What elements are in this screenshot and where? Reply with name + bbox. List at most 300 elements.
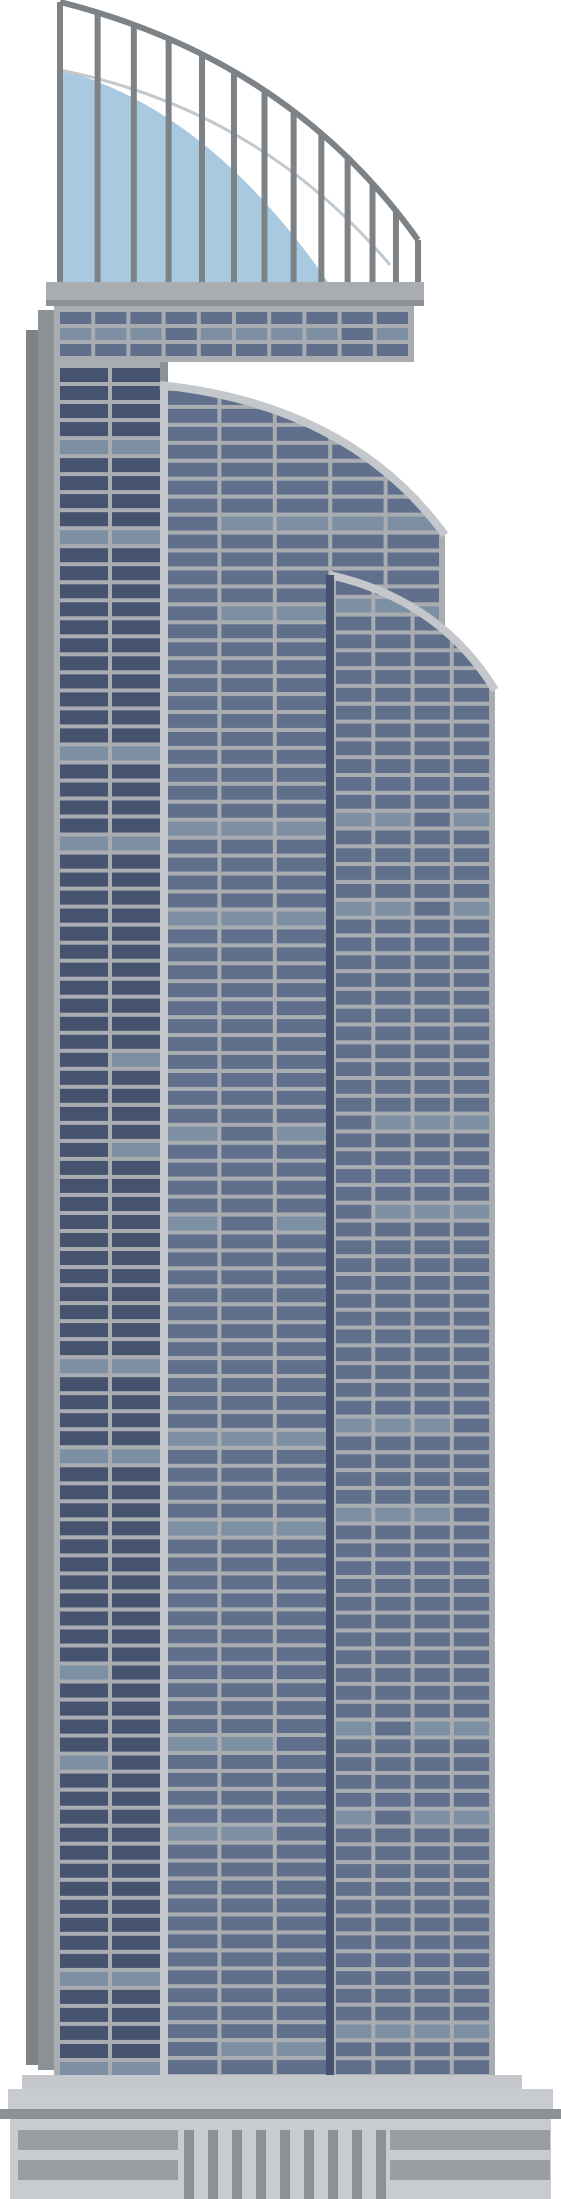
window	[454, 1080, 489, 1094]
window	[454, 1151, 489, 1165]
window	[166, 858, 217, 872]
window	[166, 1414, 217, 1428]
window	[336, 1597, 371, 1611]
window	[277, 1019, 328, 1033]
window	[112, 1756, 160, 1770]
window	[112, 1143, 160, 1157]
window	[277, 965, 328, 979]
window	[336, 1846, 371, 1860]
window	[336, 759, 371, 773]
window	[112, 602, 160, 616]
window	[375, 1294, 410, 1308]
window	[375, 955, 410, 969]
window	[375, 1686, 410, 1700]
window	[221, 1396, 272, 1410]
window	[277, 1737, 328, 1751]
window	[336, 1775, 371, 1789]
window	[375, 688, 410, 702]
window	[375, 1864, 410, 1878]
window	[112, 1125, 160, 1139]
window	[375, 1668, 410, 1682]
window	[166, 2042, 217, 2056]
window	[332, 553, 383, 567]
window	[388, 553, 439, 567]
window	[271, 312, 302, 324]
window	[415, 1739, 450, 1753]
window	[336, 1062, 371, 1076]
window	[375, 920, 410, 934]
window	[415, 1793, 450, 1807]
window	[112, 386, 160, 400]
window	[336, 1793, 371, 1807]
window	[221, 1863, 272, 1877]
window	[112, 440, 160, 454]
window	[454, 599, 489, 613]
window	[166, 1934, 217, 1948]
window	[60, 1359, 108, 1373]
window	[221, 1647, 272, 1661]
window	[375, 777, 410, 791]
window	[336, 1882, 371, 1896]
window	[415, 1704, 450, 1718]
window	[112, 674, 160, 688]
window	[375, 884, 410, 898]
window	[60, 692, 108, 706]
window	[112, 1179, 160, 1193]
window	[112, 1395, 160, 1409]
window	[221, 912, 272, 926]
window	[415, 1240, 450, 1254]
window	[388, 427, 439, 441]
base-stripe-panel	[390, 2160, 550, 2180]
window	[332, 409, 383, 423]
window	[166, 1270, 217, 1284]
window	[221, 1486, 272, 1500]
window	[375, 1508, 410, 1522]
window	[112, 638, 160, 652]
base-stripe-panel	[18, 2160, 178, 2180]
window	[60, 638, 108, 652]
window	[112, 1864, 160, 1878]
window	[375, 617, 410, 631]
window	[375, 1312, 410, 1326]
window	[375, 1472, 410, 1486]
window	[375, 1401, 410, 1415]
window	[221, 571, 272, 585]
window	[375, 1918, 410, 1932]
window	[277, 1217, 328, 1231]
window	[166, 1845, 217, 1859]
window	[112, 1071, 160, 1085]
window	[277, 1719, 328, 1733]
window	[277, 463, 328, 477]
window	[166, 312, 197, 324]
window	[375, 759, 410, 773]
window	[221, 1576, 272, 1590]
window	[277, 481, 328, 495]
window	[375, 2007, 410, 2021]
window	[375, 1116, 410, 1130]
window	[454, 1454, 489, 1468]
window	[277, 912, 328, 926]
window	[375, 1151, 410, 1165]
crown-glass	[62, 70, 330, 285]
window	[60, 1161, 108, 1175]
window	[454, 1597, 489, 1611]
window	[60, 1413, 108, 1427]
window	[166, 1217, 217, 1231]
window	[277, 786, 328, 800]
window	[454, 1686, 489, 1700]
window	[60, 1720, 108, 1734]
window	[166, 1145, 217, 1159]
window	[221, 606, 272, 620]
window	[375, 670, 410, 684]
window	[112, 1792, 160, 1806]
window	[277, 876, 328, 890]
window	[112, 1936, 160, 1950]
window	[60, 1395, 108, 1409]
window	[415, 1543, 450, 1557]
window	[271, 344, 302, 356]
window	[375, 848, 410, 862]
window	[60, 783, 108, 797]
window	[60, 1846, 108, 1860]
window	[166, 929, 217, 943]
window	[112, 1413, 160, 1427]
window	[112, 530, 160, 544]
window	[60, 440, 108, 454]
window	[375, 1330, 410, 1344]
base-pillar	[376, 2130, 386, 2199]
window	[375, 795, 410, 809]
window	[221, 1235, 272, 1249]
window	[166, 1755, 217, 1769]
window	[336, 1722, 371, 1736]
tower-crown	[46, 2, 424, 306]
window	[375, 1454, 410, 1468]
window	[375, 831, 410, 845]
window	[277, 1270, 328, 1284]
window	[336, 1615, 371, 1629]
window	[277, 714, 328, 728]
window	[415, 831, 450, 845]
window	[277, 1863, 328, 1877]
window	[336, 777, 371, 791]
window	[221, 1773, 272, 1787]
base-pillar	[232, 2130, 242, 2199]
window	[277, 1611, 328, 1625]
window	[277, 983, 328, 997]
window	[221, 2024, 272, 2038]
window	[95, 344, 126, 356]
window	[336, 1935, 371, 1949]
east-edge-shadow	[326, 575, 334, 2080]
window	[60, 1521, 108, 1535]
window	[60, 819, 108, 833]
window	[112, 783, 160, 797]
window	[166, 947, 217, 961]
window	[166, 1611, 217, 1625]
window	[375, 1722, 410, 1736]
window	[388, 463, 439, 477]
window	[277, 1791, 328, 1805]
window	[336, 973, 371, 987]
window	[60, 945, 108, 959]
window	[454, 2025, 489, 2039]
window	[277, 660, 328, 674]
window	[277, 1665, 328, 1679]
window	[375, 1134, 410, 1148]
window	[166, 2060, 217, 2074]
window	[277, 445, 328, 459]
window	[454, 1419, 489, 1433]
window	[166, 1988, 217, 2002]
window	[60, 1467, 108, 1481]
window	[277, 1450, 328, 1464]
window	[336, 1347, 371, 1361]
window	[277, 2060, 328, 2074]
base-pillar	[208, 2130, 218, 2199]
window	[112, 873, 160, 887]
window	[60, 1792, 108, 1806]
window	[336, 1989, 371, 2003]
window	[375, 1044, 410, 1058]
window	[415, 1561, 450, 1575]
window	[415, 1330, 450, 1344]
window	[342, 328, 373, 340]
window	[375, 866, 410, 880]
crown-fin	[318, 134, 324, 296]
window	[112, 1269, 160, 1283]
window	[112, 1612, 160, 1626]
window	[112, 2062, 160, 2076]
window	[221, 1450, 272, 1464]
window	[166, 1396, 217, 1410]
window	[336, 670, 371, 684]
window	[454, 1508, 489, 1522]
window	[112, 1233, 160, 1247]
window	[415, 1383, 450, 1397]
window	[112, 1630, 160, 1644]
window	[454, 1312, 489, 1326]
window	[336, 1240, 371, 1254]
window	[112, 891, 160, 905]
window	[277, 1593, 328, 1607]
window	[277, 840, 328, 854]
window	[415, 652, 450, 666]
window	[166, 983, 217, 997]
window	[415, 991, 450, 1005]
window	[454, 1330, 489, 1344]
window	[336, 1419, 371, 1433]
window	[415, 635, 450, 649]
window	[277, 1952, 328, 1966]
window	[336, 1436, 371, 1450]
window	[277, 1899, 328, 1913]
window	[454, 1757, 489, 1771]
window	[454, 1062, 489, 1076]
window	[112, 1810, 160, 1824]
window	[60, 1503, 108, 1517]
window	[415, 1098, 450, 1112]
window	[112, 1161, 160, 1175]
window	[336, 1044, 371, 1058]
window	[415, 1579, 450, 1593]
window	[166, 1468, 217, 1482]
window	[375, 1187, 410, 1201]
window	[415, 884, 450, 898]
base-pillar	[304, 2130, 314, 2199]
window	[415, 1080, 450, 1094]
window	[112, 1305, 160, 1319]
window	[221, 1324, 272, 1338]
window	[415, 1454, 450, 1468]
window	[221, 481, 272, 495]
window	[221, 1414, 272, 1428]
window	[336, 1633, 371, 1647]
window	[221, 876, 272, 890]
window	[415, 1811, 450, 1825]
window	[60, 801, 108, 815]
window	[415, 688, 450, 702]
window	[454, 688, 489, 702]
window	[112, 1215, 160, 1229]
window	[277, 1181, 328, 1195]
window	[60, 2062, 108, 2076]
window	[221, 1611, 272, 1625]
window	[166, 768, 217, 782]
window	[221, 714, 272, 728]
window	[166, 1737, 217, 1751]
window	[375, 937, 410, 951]
window	[112, 494, 160, 508]
window	[221, 1217, 272, 1231]
window	[375, 1989, 410, 2003]
window	[166, 1001, 217, 1015]
window	[415, 2007, 450, 2021]
window	[112, 746, 160, 760]
window	[454, 1258, 489, 1272]
window	[112, 1846, 160, 1860]
window	[277, 1055, 328, 1069]
window	[336, 635, 371, 649]
window	[454, 1223, 489, 1237]
window	[166, 571, 217, 585]
window	[112, 2044, 160, 2058]
window	[166, 822, 217, 836]
window	[377, 344, 408, 356]
window	[375, 1098, 410, 1112]
window	[60, 476, 108, 490]
crown-fin	[199, 54, 205, 296]
window	[454, 1044, 489, 1058]
window	[375, 1775, 410, 1789]
window	[60, 512, 108, 526]
window	[166, 1306, 217, 1320]
window	[375, 1704, 410, 1718]
window	[60, 1882, 108, 1896]
window	[221, 1432, 272, 1446]
window	[375, 1543, 410, 1557]
window	[415, 1365, 450, 1379]
window	[221, 804, 272, 818]
window	[336, 1953, 371, 1967]
window	[221, 1378, 272, 1392]
window	[454, 1953, 489, 1967]
window	[112, 728, 160, 742]
window	[336, 1472, 371, 1486]
window	[336, 741, 371, 755]
window	[336, 1900, 371, 1914]
window	[375, 741, 410, 755]
window	[60, 1251, 108, 1265]
window	[375, 1009, 410, 1023]
window	[236, 344, 267, 356]
window	[221, 1683, 272, 1697]
window	[221, 1917, 272, 1931]
window	[454, 1365, 489, 1379]
window	[112, 819, 160, 833]
window	[277, 1468, 328, 1482]
window	[454, 1633, 489, 1647]
crown-fin	[262, 91, 268, 297]
window	[60, 656, 108, 670]
tower-base	[0, 2075, 561, 2199]
window	[454, 724, 489, 738]
window	[112, 1774, 160, 1788]
window	[454, 2007, 489, 2021]
window	[277, 1414, 328, 1428]
window	[60, 1575, 108, 1589]
window	[221, 1001, 272, 1015]
window	[332, 499, 383, 513]
window	[336, 2042, 371, 2056]
window	[336, 1526, 371, 1540]
window	[60, 1017, 108, 1031]
window	[166, 1324, 217, 1338]
window	[342, 344, 373, 356]
window	[415, 1044, 450, 1058]
window	[112, 1720, 160, 1734]
window	[166, 1863, 217, 1877]
window	[277, 1324, 328, 1338]
window	[415, 1864, 450, 1878]
window	[336, 920, 371, 934]
window	[375, 1633, 410, 1647]
window	[166, 606, 217, 620]
window	[221, 1288, 272, 1302]
window	[336, 795, 371, 809]
window	[375, 1615, 410, 1629]
window	[221, 2006, 272, 2020]
window	[454, 1240, 489, 1254]
window	[454, 866, 489, 880]
base-stripe-panel	[390, 2130, 550, 2150]
window	[60, 1557, 108, 1571]
window	[221, 894, 272, 908]
window	[277, 858, 328, 872]
window	[60, 312, 91, 324]
window	[415, 706, 450, 720]
window	[454, 1935, 489, 1949]
window	[375, 1793, 410, 1807]
window	[166, 588, 217, 602]
window	[112, 1485, 160, 1499]
window	[112, 2026, 160, 2040]
window	[336, 2007, 371, 2021]
window	[415, 1686, 450, 1700]
